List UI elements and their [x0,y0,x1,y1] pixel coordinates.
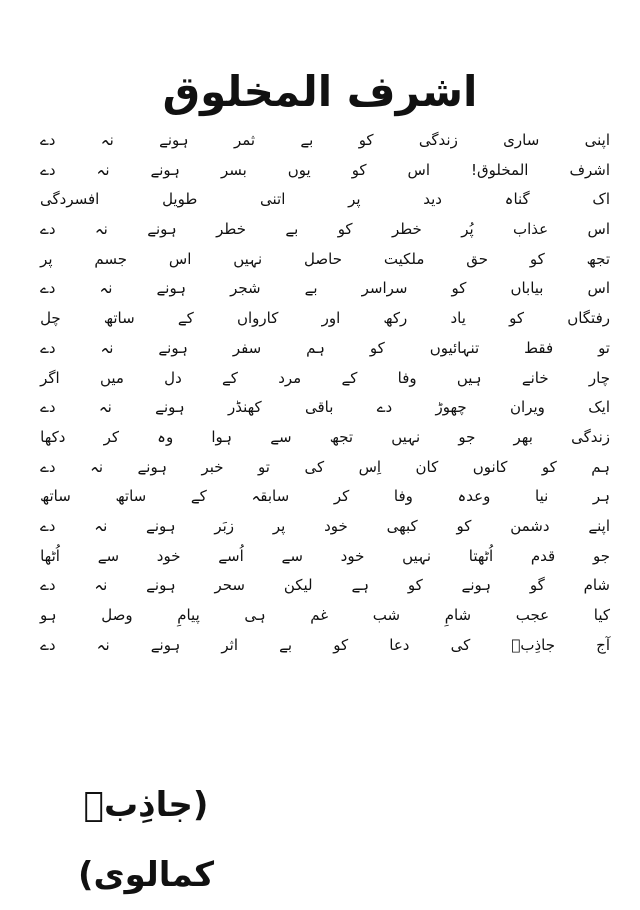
poem-word: نہ [94,576,108,595]
poem-line [40,571,610,601]
poem-word: سراسر [361,279,408,298]
poem-word: چل [40,309,61,328]
poem-word: زندگی [418,131,458,149]
poem-word: ثمر [233,131,256,149]
poem-word: نہ [94,516,108,535]
poem-word: سے [270,427,292,446]
poem-word: نہ [100,131,114,149]
poem-word: دے [40,576,56,595]
poem-word: خود [340,546,365,565]
poem-title: اشرف المخلوق [162,67,478,116]
poem-word: پر [348,190,361,209]
poem-word: کی [304,457,325,476]
poem-word: خبر [201,457,224,476]
poem-word: حاصل [304,249,342,268]
poem-word: نہ [99,279,113,298]
poem-word: ہم [591,457,610,476]
poem-word: دے [40,131,56,149]
poem-word: وہ [157,427,174,446]
poem-word: حق [466,249,489,268]
poem-word: کارواں [237,309,279,328]
poem-word: کو [451,279,467,298]
poem-word: اک [592,190,610,209]
poem-word: ہم [306,338,325,357]
poem-word: خود [324,516,348,535]
poem-word: دے [40,398,56,417]
poem-word: چھوڑ [435,398,467,417]
poem-word: کبھی [386,516,418,535]
poem-word: شام [583,576,610,595]
poem-word: کر [103,427,120,446]
poem-word: عذاب [513,220,549,239]
poem-word: جسم [94,249,128,268]
poem-word: دید [423,190,442,209]
poem-word: ہے [351,576,370,595]
poem-word: ہونے [159,131,189,149]
poem-line [40,631,610,661]
poem-word: نہیں [391,427,421,446]
poem-word: دے [40,338,56,357]
poem-word: اتنی [260,190,286,209]
poem-word: ہونے [158,338,188,357]
poem-word: وعدہ [457,487,491,506]
poem-word: بے [300,131,314,149]
poem-word: کو [333,635,349,654]
poem-word: غم [310,606,329,624]
poem-word: کیا [593,606,610,624]
poem-word: اُٹھا [40,546,60,565]
poem-line [40,364,610,394]
poem-word: اُٹھتا [468,546,494,565]
poem-word: شجر [230,279,261,298]
poem-word: بھر [513,427,533,446]
poem-word: کے [190,487,207,506]
poem-word: لیکن [283,576,313,595]
poem-line [40,245,610,275]
poem-word: ہونے [147,220,177,239]
poem-word: خطر [216,220,246,239]
poem-word: وفا [397,368,417,387]
poem-line [40,274,610,304]
poem-word: کے [222,368,238,387]
poem-word: خود [156,546,181,565]
poem-word: تو [598,338,610,357]
poem-line [40,393,610,423]
poem-word: زندگی [571,427,610,446]
poem-word: دے [40,160,56,179]
poem-word: کی [450,635,471,654]
poem-word: بے [285,220,299,239]
poem-word: دے [40,635,56,654]
poem-word: اشرف [569,160,610,179]
poem-word: اپنی [584,131,610,149]
poem-word: ہیں [456,368,482,387]
poem-word: دے [40,516,56,535]
poem-word: اگر [40,368,60,387]
poem-word: دعا [389,635,410,654]
poem-word: ساری [503,131,540,149]
poet-signature: (جاذِبؔ کمالوی) [77,785,215,895]
poem-word: ہونے [146,576,176,595]
poem-word: کو [541,457,557,476]
poem-word: ایک [588,398,610,417]
poem-word: وصل [101,606,133,624]
poem-word: گو [529,576,545,595]
poem-body [40,126,610,660]
poem-word: سابقہ [251,487,290,506]
poem-word: نہیں [233,249,263,268]
poem-word: سفر [232,338,262,357]
poem-word: اس [587,279,610,298]
poem-line [40,156,610,186]
poem-word: ہونے [156,279,187,298]
poem-word: نیا [535,487,549,506]
poem-word: کانوں [472,457,508,476]
poem-word: اپنے [588,516,610,535]
poem-word: ہر [592,487,610,506]
poem-line [40,334,610,364]
poem-word: بے [279,635,293,654]
poem-word: ویران [510,398,545,417]
poem-word: چار [588,368,610,387]
poem-word: ملکیت [383,249,425,268]
poem-word: نہ [98,398,112,417]
poem-word: ساتھ [40,487,71,506]
poem-word: کے [341,368,358,387]
poem-word: یاد [450,309,466,328]
poem-word: گناہ [504,190,530,209]
poem-word: سحر [214,576,245,595]
poem-word: ہونے [137,457,168,476]
poem-word: باقی [305,398,334,417]
poem-word: شامِ [444,606,472,624]
poem-word: ساتھ [103,309,135,328]
poem-line [40,215,610,245]
poem-line [40,304,610,334]
poem-word: کو [509,309,524,328]
poem-word: کے [177,309,194,328]
poem-line [40,423,610,453]
poem-word: نہ [96,635,110,654]
poem-word: یوں [287,160,311,179]
poem-word: بیاباں [510,279,544,298]
poem-word: رکھ [383,309,408,328]
poem-word: اِس [358,457,382,476]
poem-word: اثر [221,635,239,654]
poem-word: المخلوق! [471,160,529,179]
poem-word: دشمن [510,516,550,535]
poem-word: نہ [100,338,114,357]
poem-word: عجب [515,606,550,624]
poem-word: جاذِبؔ [511,635,556,654]
poem-word: آج [596,635,610,654]
poem-word: رفتگاں [567,309,610,328]
poem-line [40,185,610,215]
poem-line [40,453,610,483]
poem-line [40,482,610,512]
poem-word: پیامِ [177,606,200,624]
poem-word: اس [407,160,431,179]
poem-word: اور [321,309,341,328]
poem-word: اس [587,220,610,239]
poem-word: بسر [220,160,247,179]
poem-word: کو [337,220,353,239]
poem-word: تجھ [329,427,354,446]
poem-word: طویل [162,190,198,209]
poem-word: ہونے [146,516,176,535]
poem-word: سے [97,546,120,565]
poem-word: ہونے [461,576,492,595]
poem-line [40,512,610,542]
poem-word: کو [407,576,423,595]
poem-word: تو [258,457,270,476]
poem-word: ہونے [150,160,180,179]
poem-word: دے [376,398,393,417]
poem-word: دے [40,457,56,476]
poem-word: بے [304,279,318,298]
poem-word: قدم [530,546,556,565]
poem-word: پر [272,516,286,535]
poem-word: پُر [461,220,474,239]
poem-word: کو [351,160,367,179]
poem-word: دے [40,220,56,239]
poem-word: ہی [244,606,266,624]
poem-word: ساتھ [115,487,147,506]
poem-word: دل [164,368,182,387]
poem-word: مرد [278,368,302,387]
poem-word: پر [40,249,53,268]
poem-word: کھنڈر [227,398,262,417]
poem-word: نہیں [402,546,432,565]
poem-word: خطر [391,220,422,239]
poem-word: دے [40,279,56,298]
poem-word: ہو [40,606,57,624]
poem-word: کو [456,516,472,535]
poem-line [40,126,610,156]
poem-word: کو [369,338,385,357]
poem-word: ہونے [155,398,185,417]
poem-word: نہ [96,160,110,179]
poem-word: خانے [521,368,549,387]
poem-word: نہ [94,220,108,239]
poem-word: کو [529,249,545,268]
poem-line [40,601,610,631]
poem-word: شب [372,606,401,624]
poem-word: کو [358,131,374,149]
poem-word: تنہائیوں [429,338,480,357]
poem-word: نہ [90,457,104,476]
poem-word: دکھا [40,427,66,446]
poem-word: وفا [393,487,413,506]
poem-word: ہونے [150,635,181,654]
poem-word: جو [458,427,476,446]
poem-word: کر [333,487,350,506]
poem-word: سے [281,546,303,565]
poem-word: میں [99,368,124,387]
poem-word: تجھ [586,249,610,268]
poem-word: اُسے [218,546,244,565]
poem-line [40,542,610,572]
poem-word: افسردگی [40,190,100,209]
poem-word: زبَر [214,516,235,535]
poem-word: فقط [524,338,554,357]
poem-word: کان [415,457,439,476]
poem-word: جو [592,546,610,565]
poem-word: ہوا [211,427,233,446]
poem-word: اس [168,249,192,268]
